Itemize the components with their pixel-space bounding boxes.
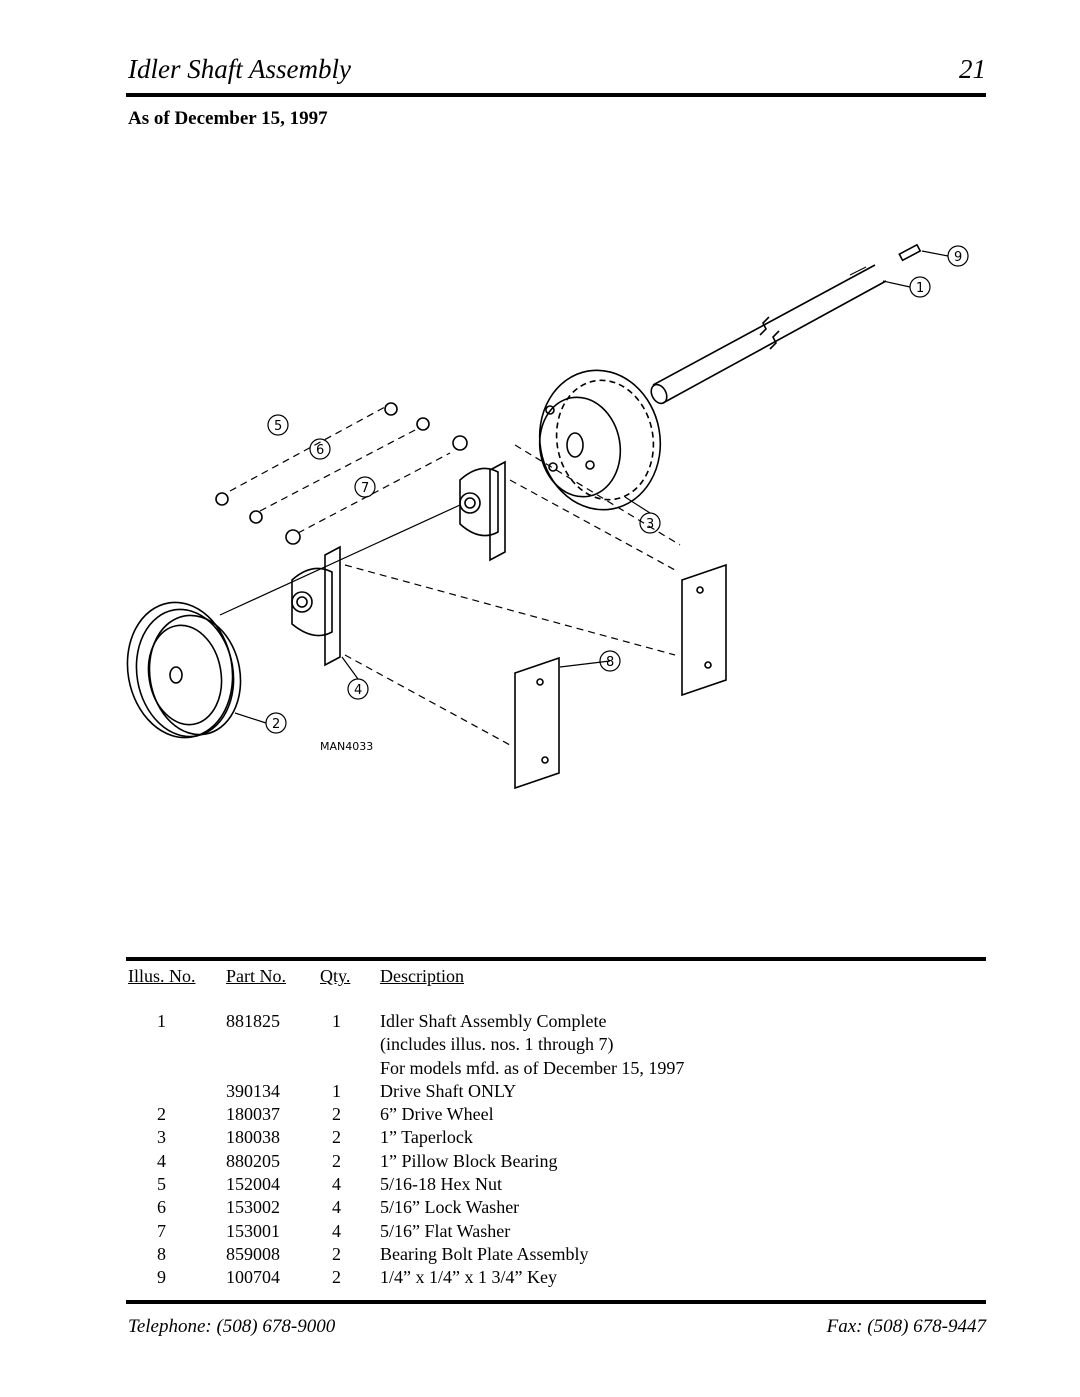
table-header [128,966,988,996]
bolt-plate-right [682,565,726,695]
cell-part: 153002 [226,1197,280,1218]
col-illus-header: Illus. No. [128,966,196,986]
table-row [128,1173,988,1196]
cell-desc: 5/16” Lock Washer [380,1197,520,1218]
subtitle: As of December 15, 1997 [128,108,328,129]
cell-desc: 1” Taperlock [380,1127,473,1148]
cell-qty: 4 [332,1174,341,1195]
callout-3: 3 [646,517,655,532]
cell-illus: 4 [157,1150,166,1171]
table-row [128,1266,988,1289]
table-row [128,1220,988,1243]
cell-part: 390134 [226,1080,280,1101]
cell-desc: 5/16” Flat Washer [380,1220,511,1241]
cell-qty: 2 [332,1150,341,1171]
cell-desc: 1/4” x 1/4” x 1 3/4” Key [380,1267,557,1288]
exploded-parts-diagram [120,235,980,795]
table-row [128,1103,988,1126]
pillow-block-lower [292,547,340,665]
cell-part: 153001 [226,1220,280,1241]
parts-table [128,966,988,1290]
table-row [128,1033,988,1056]
cell-desc: 1” Pillow Block Bearing [380,1150,558,1171]
table-row [128,1057,988,1080]
callout-6: 6 [316,443,325,458]
cell-desc: For models mfd. as of December 15, 1997 [380,1057,685,1078]
callout-8: 8 [606,655,615,670]
table-rule [126,957,986,961]
callout-1: 1 [916,281,925,296]
cell-part: 180037 [226,1104,280,1125]
hardware [216,403,467,544]
bolt-plate-left [515,658,559,788]
right-wheel [529,361,671,520]
table-row [128,1126,988,1149]
col-part-header: Part No. [226,966,286,986]
cell-illus: 7 [157,1220,166,1241]
cell-desc: Idler Shaft Assembly Complete [380,1011,607,1031]
page-title: Idler Shaft Assembly [128,54,351,84]
cell-part: 100704 [226,1267,280,1288]
left-wheel [120,594,250,746]
table-row [128,1150,988,1173]
cell-illus: 8 [157,1243,166,1264]
table-row [128,1010,988,1033]
drawing-code: MAN4033 [320,740,374,753]
col-desc-header: Description [380,966,464,986]
cell-desc: 5/16-18 Hex Nut [380,1174,502,1195]
cell-illus: 1 [157,1011,166,1031]
cell-part: 152004 [226,1174,280,1195]
cell-qty: 2 [332,1243,341,1264]
cell-part: 881825 [226,1011,280,1031]
callout-5: 5 [274,419,283,434]
callouts [235,246,968,733]
cell-qty: 2 [332,1267,341,1288]
cell-desc: Drive Shaft ONLY [380,1080,517,1101]
cell-desc: Bearing Bolt Plate Assembly [380,1243,589,1264]
cell-illus: 5 [157,1174,166,1195]
pillow-block-upper [460,462,505,560]
cell-illus: 9 [157,1267,166,1288]
cell-qty: 4 [332,1220,341,1241]
cell-qty: 2 [332,1104,341,1125]
callout-9: 9 [954,250,963,265]
fax: Fax: (508) 678-9447 [826,1316,986,1337]
cell-qty: 2 [332,1127,341,1148]
drive-shaft [648,265,886,406]
cell-illus: 6 [157,1197,166,1218]
cell-qty: 1 [332,1011,341,1031]
footer-rule [126,1300,986,1304]
callout-7: 7 [361,481,370,496]
cell-illus: 3 [157,1127,166,1148]
col-qty-header: Qty. [320,966,351,986]
cell-qty: 4 [332,1197,341,1218]
cell-part: 180038 [226,1127,280,1148]
telephone: Telephone: (508) 678-9000 [128,1316,336,1337]
cell-qty: 1 [332,1080,341,1101]
table-row [128,1080,988,1103]
callout-2: 2 [272,717,281,732]
page-number: 21 [959,54,986,84]
cell-illus: 2 [157,1104,166,1125]
cell-part: 859008 [226,1243,280,1264]
cell-desc: 6” Drive Wheel [380,1104,494,1125]
table-row [128,1243,988,1266]
cell-desc: (includes illus. nos. 1 through 7) [380,1034,614,1055]
key-part [899,245,920,261]
callout-4: 4 [354,683,363,698]
header-rule [126,93,986,97]
table-row [128,1196,988,1219]
cell-part: 880205 [226,1150,280,1171]
